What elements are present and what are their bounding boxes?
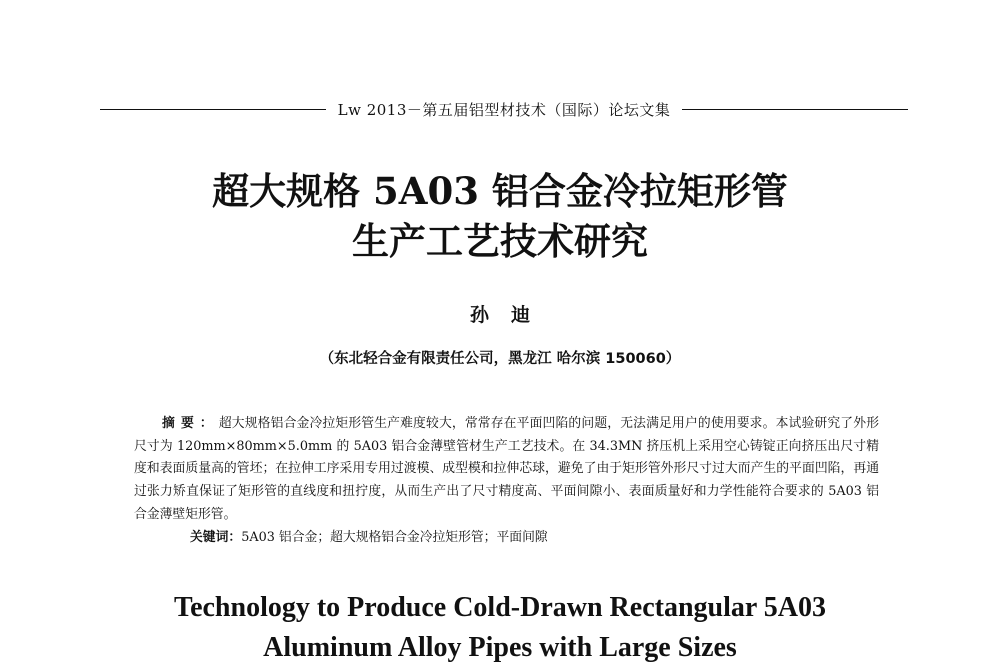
abstract-text: 超大规格铝合金冷拉矩形管生产难度较大，常常存在平面凹陷的问题，无法满足用户的使用要求。本试验研究了外形尺寸为 120mm×80mm×5.0mm 的 5A03 铝合金薄壁管材生产工艺技术。在 34.3MN 挤压机上采用空心铸锭正向挤压出尺寸精度和表面质量高的管坯；在拉伸工序采用专用过渡模、成型模和拉伸芯球，避免了由于矩形管外形尺寸过大而产生的平面凹陷，再通过张力矫直保证了矩形管的直线度和扭拧度，从而生产出了尺寸精度高、平面间隙小、表面质量好和力学性能符合要求的 5A03 铝合金薄壁矩形管。	[134, 416, 880, 522]
abstract-block	[134, 413, 879, 549]
chinese-title-line-1: 超大规格 5A03 铝合金冷拉矩形管	[212, 169, 788, 213]
running-header-text: Lw 2013－第五届铝型材技术（国际）论坛文集	[337, 100, 671, 119]
running-header	[100, 97, 908, 121]
keywords-line	[134, 527, 879, 550]
keywords-text: 5A03 铝合金；超大规格铝合金冷拉矩形管；平面间隙	[241, 529, 548, 545]
keywords-label: 关键词：	[190, 529, 242, 545]
affiliation: （东北轻合金有限责任公司，黑龙江 哈尔滨 150060）	[319, 351, 681, 367]
chinese-title	[0, 166, 1000, 266]
chinese-title-line-2: 生产工艺技术研究	[352, 219, 648, 263]
abstract-paragraph	[134, 413, 879, 527]
english-title-line-2: Aluminum Alloy Pipes with Large Sizes	[263, 632, 737, 663]
abstract-label: 摘要：	[162, 416, 219, 431]
english-title-line-1: Technology to Produce Cold-Drawn Rectangular 5A03	[173, 592, 827, 623]
author-name: 孙迪	[469, 304, 552, 326]
header-rule-right	[682, 109, 908, 110]
english-title	[0, 588, 1000, 668]
header-rule-left	[100, 109, 326, 110]
